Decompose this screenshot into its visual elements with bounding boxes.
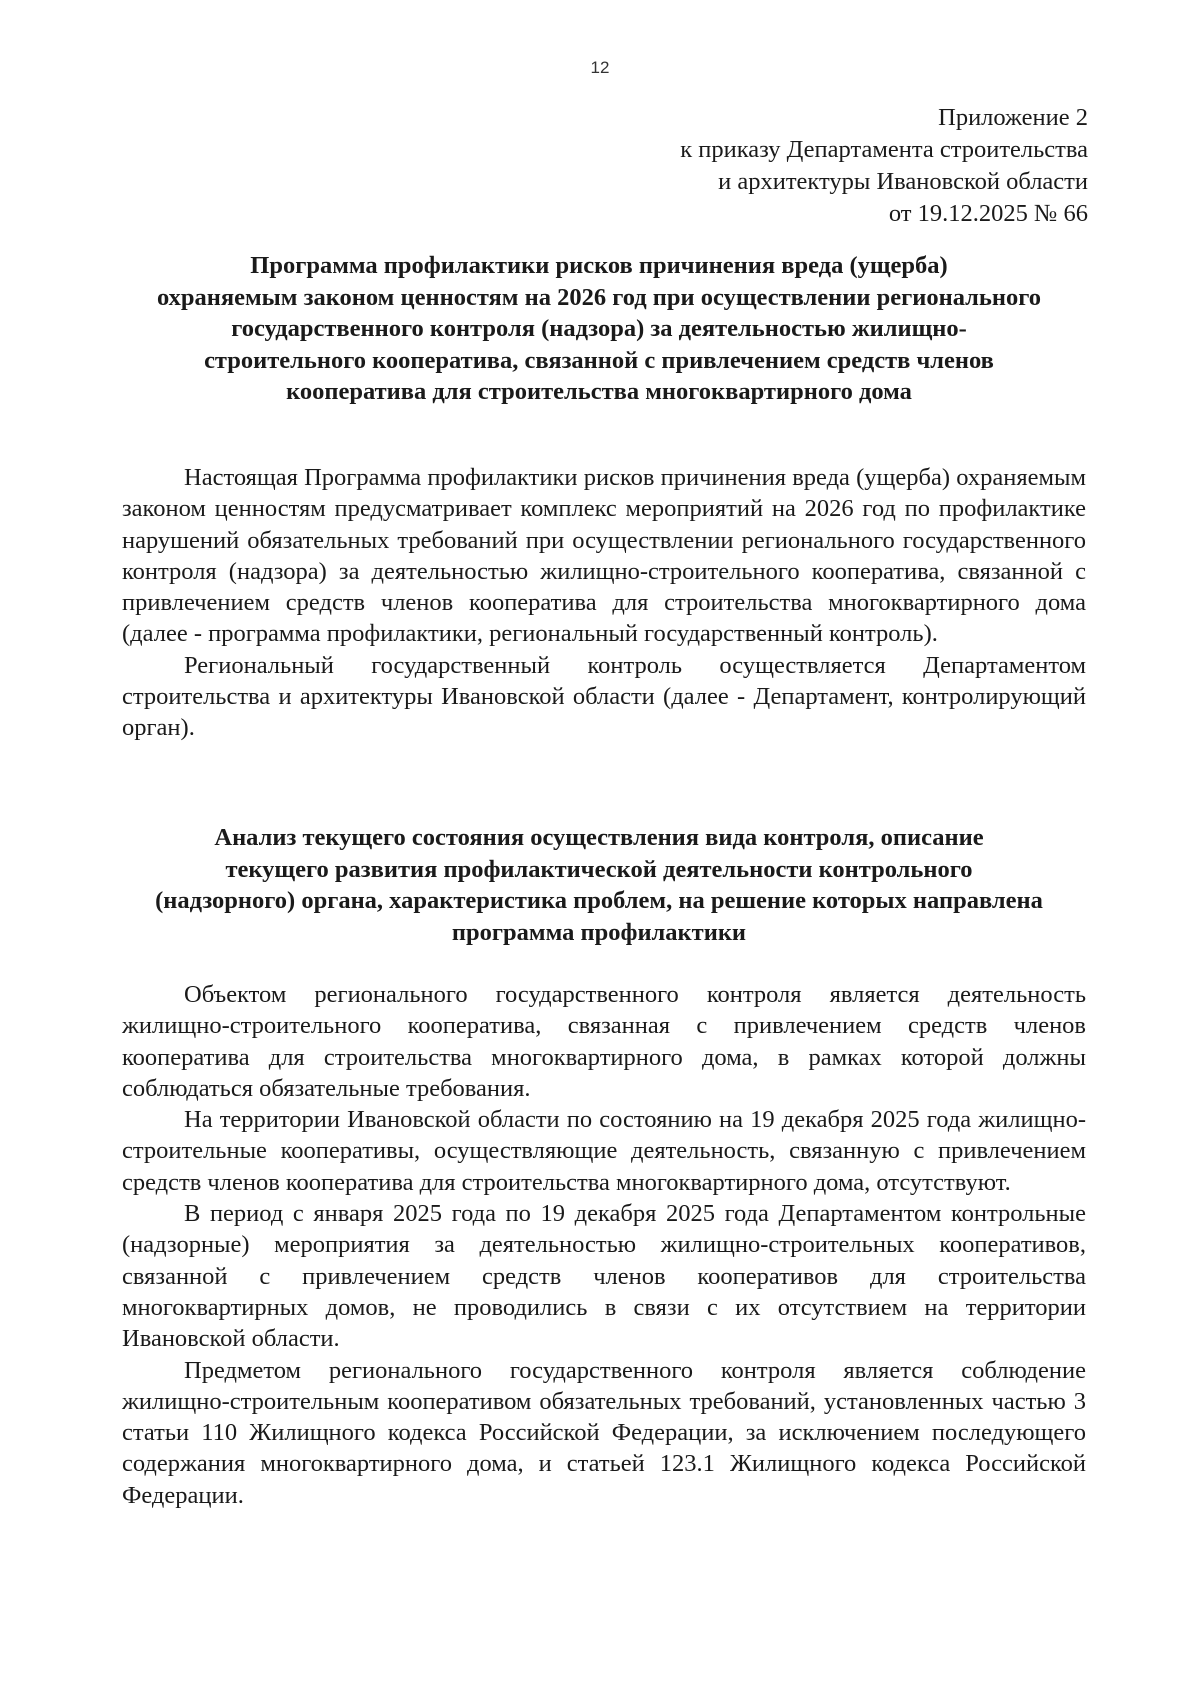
title-line: кооператива для строительства многоквартирного дома <box>286 378 912 405</box>
appendix-line: от 19.12.2025 № 66 <box>888 200 1088 227</box>
paragraph: В период с января 2025 года по 19 декабря 2025 года Департаментом контрольные (надзорные) мероприятия за деятельностью жилищно-строительных кооперативов, связанной с привлечением средств членов кооперативов для строительства многоквартирных домов, не проводились в связи с их отсутствием на территории Ивановской области. <box>122 1200 1086 1353</box>
title-line: государственного контроля (надзора) за деятельностью жилищно- <box>231 315 967 342</box>
appendix-line: Приложение 2 <box>938 104 1088 131</box>
section-title <box>110 822 1088 948</box>
paragraph: Настоящая Программа профилактики рисков причинения вреда (ущерба) охраняемым законом ценностям предусматривает комплекс мероприятий на 2026 год по профилактике нарушений обязательных требований при осуществлении регионального государственного контроля (надзора) за деятельностью жилищно-строительного кооператива, связанной с привлечением средств членов кооператива для строительства многоквартирного дома (далее - программа профилактики, региональный государственный контроль). <box>122 464 1086 648</box>
analysis-section <box>122 979 1086 1511</box>
page-number: 12 <box>590 58 610 77</box>
paragraph: Предметом регионального государственного контроля является соблюдение жилищно-строительным кооперативом обязательных требований, установленных частью 3 статьи 110 Жилищного кодекса Российской Федерации, за исключением последующего содержания многоквартирного дома, и статьей 123.1 Жилищного кодекса Российской Федерации. <box>122 1356 1086 1509</box>
paragraph: Региональный государственный контроль осуществляется Департаментом строительства и архитектуры Ивановской области (далее - Департамент, контролирующий орган). <box>122 651 1086 742</box>
title-line: Программа профилактики рисков причинения вреда (ущерба) <box>250 252 948 279</box>
paragraph: На территории Ивановской области по состоянию на 19 декабря 2025 года жилищно-строительные кооперативы, осуществляющие деятельность, связанную с привлечением средств членов кооператива для строительства многоквартирного дома, отсутствуют. <box>122 1106 1086 1196</box>
paragraph: Объектом регионального государственного контроля является деятельность жилищно-строительного кооператива, связанная с привлечением средств членов кооператива для строительства многоквартирного дома, в рамках которой должны соблюдаться обязательные требования. <box>122 981 1086 1102</box>
title-line: программа профилактики <box>451 918 747 946</box>
appendix-line: и архитектуры Ивановской области <box>718 168 1088 195</box>
title-line: строительного кооператива, связанной с привлечением средств членов <box>204 346 994 374</box>
title-line: Анализ текущего состояния осуществления вида контроля, описание <box>214 824 984 851</box>
title-line: охраняемым законом ценностям на 2026 год при осуществлении регионального <box>156 283 1042 311</box>
title-line: (надзорного) органа, характеристика проблем, на решение которых направлена <box>155 887 1043 914</box>
title-line: текущего развития профилактической деятельности контрольного <box>225 855 973 883</box>
appendix-reference <box>680 102 1088 230</box>
intro-section <box>122 462 1086 744</box>
program-title <box>110 250 1088 408</box>
appendix-line: к приказу Департамента строительства <box>680 136 1088 163</box>
